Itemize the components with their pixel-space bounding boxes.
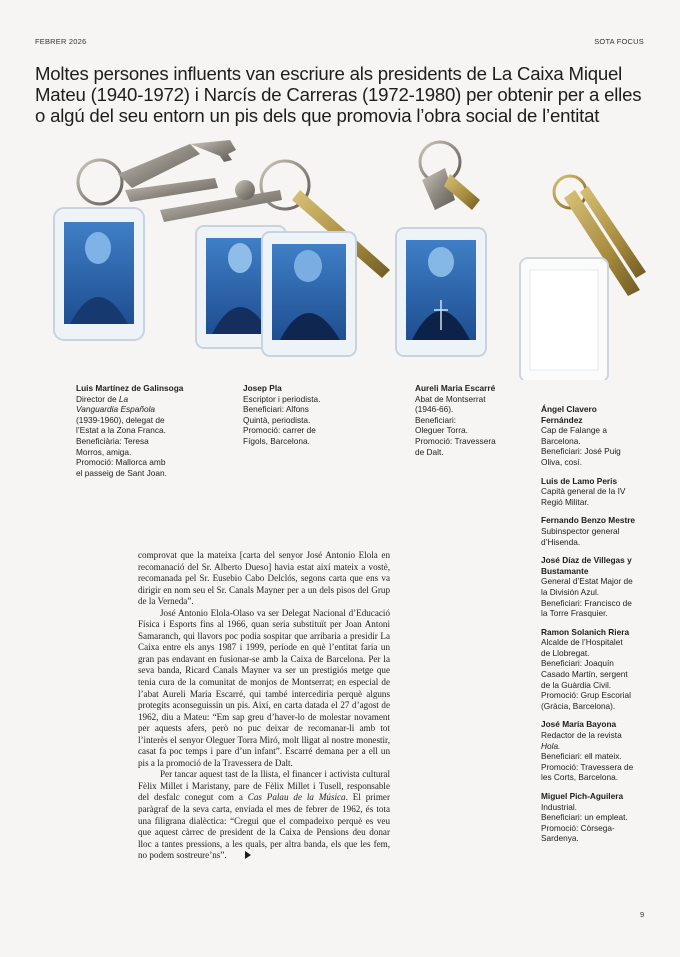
entry-line: Hola.	[541, 740, 561, 751]
entry-line: Subinspector general	[541, 525, 620, 536]
beneficiaries-sidebar	[541, 404, 653, 852]
caption-line: Promoció: carrer de	[243, 425, 316, 436]
entry-line: Regió Militar.	[541, 496, 589, 507]
sidebar-entry	[541, 719, 653, 783]
article-body	[138, 550, 390, 862]
entry-line: Casado Martín, sergent	[541, 669, 628, 680]
entry-name: Fernández	[541, 414, 583, 425]
end-mark-icon	[245, 851, 251, 859]
entry-line: (Gràcia, Barcelona).	[541, 700, 616, 711]
entry-line: de Llobregat.	[541, 647, 590, 658]
entry-line: de la Guàrdia Civil.	[541, 679, 612, 690]
paragraph-text: Per tancar aquest tast de la llista, el financer i activista cultural Fèlix Millet i Maristany, pare de Fèlix Millet i Tusell, responsable del desfalc conegut com a	[138, 769, 390, 803]
headline: Moltes persones influents van escriure als presidents de La Caixa Miquel Mateu (1940-1972) i Narcís de Carreras (1972-1980) per obtenir per a elles o algú del seu entorn un pis dels que promovia l’obra social de l’entitat	[35, 63, 642, 126]
caption-line: Abat de Montserrat	[415, 393, 486, 404]
caption-line: Beneficiari: Alfons	[243, 404, 309, 415]
caption-line: Oleguer Torra.	[415, 425, 468, 436]
caption-line: l’Estat a la Zona Franca.	[76, 425, 166, 436]
sidebar-entry	[541, 791, 653, 844]
entry-line: Barcelona.	[541, 435, 581, 446]
caption-pla	[243, 383, 353, 447]
caption-name: Aureli Maria Escarré	[415, 383, 496, 393]
entry-line: Redactor de la revista	[541, 730, 622, 741]
entry-line: d’Hisenda.	[541, 536, 581, 547]
entry-line: Oliva, cosí.	[541, 456, 583, 467]
caption-line: La	[118, 393, 129, 404]
caption-line: Quintà, periodista.	[243, 414, 311, 425]
caption-line: Fígols, Barcelona.	[243, 435, 310, 446]
caption-line: Escriptor i periodista.	[243, 393, 321, 404]
caption-line: (1939-1960), delegat de	[76, 414, 165, 425]
keychains-photo	[40, 130, 660, 380]
sidebar-entry	[541, 404, 653, 468]
entry-name: José Díaz de Villegas y	[541, 555, 632, 566]
page-number: 9	[640, 910, 645, 919]
entry-name: Ramon Solanich Riera	[541, 626, 630, 637]
entry-line: Beneficiari: José Puig	[541, 446, 621, 457]
entry-line: Promoció: Còrsega-	[541, 822, 615, 833]
paragraph	[138, 769, 390, 861]
keychain-4	[520, 176, 646, 380]
issue-date: FEBRER 2026	[35, 37, 87, 46]
paragraph: comprovat que la mateixa [carta del senyor José Antonio Elola en recomanació del Sr. Alberto Dueso] havia estat així mateix a vostè, recomanada pel Sr. Eusebio Cabo Delclós, segons carta que ens va dirigir en nom seu el Sr. Canals Mayner per a un dels pisos del Grup de la Verneda”.	[138, 550, 390, 607]
entry-line: General d’Estat Major de	[541, 576, 633, 587]
entry-line: Beneficiari: un empleat.	[541, 812, 628, 823]
caption-line: el passeig de Sant Joan.	[76, 467, 167, 478]
caption-name: Luis Martínez de Galinsoga	[76, 383, 184, 393]
sidebar-entry	[541, 476, 653, 508]
entry-line: Alcalde de l’Hospitalet	[541, 637, 623, 648]
caption-line: Beneficiària: Teresa	[76, 435, 149, 446]
entry-name: Bustamante	[541, 565, 589, 576]
entry-line: Promoció: Travessera de	[541, 761, 634, 772]
caption-galinsoga	[76, 383, 184, 478]
entry-name: José María Bayona	[541, 719, 617, 730]
entry-line: Sardenya.	[541, 833, 579, 844]
caption-line: de Dalt.	[415, 446, 444, 457]
caption-name: Josep Pla	[243, 383, 282, 393]
entry-line: Beneficiari: Joaquín	[541, 658, 614, 669]
caption-line: Promoció: Mallorca amb	[76, 457, 166, 468]
entry-name: Ángel Clavero	[541, 404, 597, 414]
caption-line: Beneficiari:	[415, 414, 457, 425]
caption-line: (1946-66).	[415, 404, 454, 415]
entry-name: Fernando Benzo Mestre	[541, 515, 636, 526]
entry-line: Industrial.	[541, 801, 577, 812]
caption-line: Vanguardia Española	[76, 404, 156, 415]
entry-line: Cap de Falange a	[541, 425, 607, 436]
sidebar-entry	[541, 515, 653, 547]
paragraph-italic: Cas Palau de la Música	[247, 792, 346, 803]
entry-line: Beneficiari: Francisco de	[541, 597, 632, 608]
keychain-3	[396, 142, 486, 356]
entry-name: Miguel Pich-Aguilera	[541, 791, 624, 801]
paragraph-text: . El primer paràgraf de la seva carta, enviada el mes de febrer de 1962, és tota una filigrana dialèctica: “Cregui que el compadeixo perquè es veu que aquest càrrec de president de la Caixa de Pensions deu donar lloc a tantes pressions, a les quals, per altra banda, els que les fem, no podem sostreure’ns”.	[138, 792, 390, 861]
entry-line: les Corts, Barcelona.	[541, 772, 619, 783]
entry-line: la División Azul.	[541, 586, 600, 597]
entry-line: Beneficiari: ell mateix.	[541, 751, 622, 762]
entry-line: Promoció: Grup Escorial	[541, 690, 631, 701]
caption-escarre	[415, 383, 525, 457]
caption-line: Director de	[76, 393, 117, 404]
section-label: SOTA FOCUS	[594, 37, 644, 46]
entry-line: Capità general de la IV	[541, 486, 626, 497]
sidebar-entry	[541, 627, 653, 712]
entry-line: la Torre Frasquier.	[541, 608, 608, 619]
entry-name: Luis de Lamo Peris	[541, 475, 618, 486]
caption-line: Promoció: Travessera	[415, 435, 496, 446]
caption-line: Morros, amiga.	[76, 446, 132, 457]
sidebar-entry	[541, 555, 653, 619]
paragraph: José Antonio Elola-Olaso va ser Delegat Nacional d’Educació Física i Esports fins al 1966, quan seria substituït per Joan Antoni Samaranch, qui llavors poc podia sospitar que arribaria a presidir La Caixa entre els anys 1987 i 1999, període en què l’entitat faria un gran pas endavant en fusionar-se amb la Caixa de Barcelona. Per la seva banda, Ricard Canals Mayner va ser un prestigiós metge que tenia cura de la comunitat de monjos de Montserrat; en especial de l’abat Aureli Maria Escarré, qui també intercediria perquè alguns protegits aconseguissin un pis. Així, en carta datada el 27 d’agost de 1962, diu a Mateu: “Em sap greu d’haver-lo de molestar novament per aquests afers, però no puc deixar de recomanar-li amb tot l’interès el senyor Oleguer Torra Miró, molt lligat al nostre monestir, casat fa poc temps i pare d’un infant”. Escarré demana per a ell un pis a la promoció de la Travessera de Dalt.	[138, 607, 390, 768]
